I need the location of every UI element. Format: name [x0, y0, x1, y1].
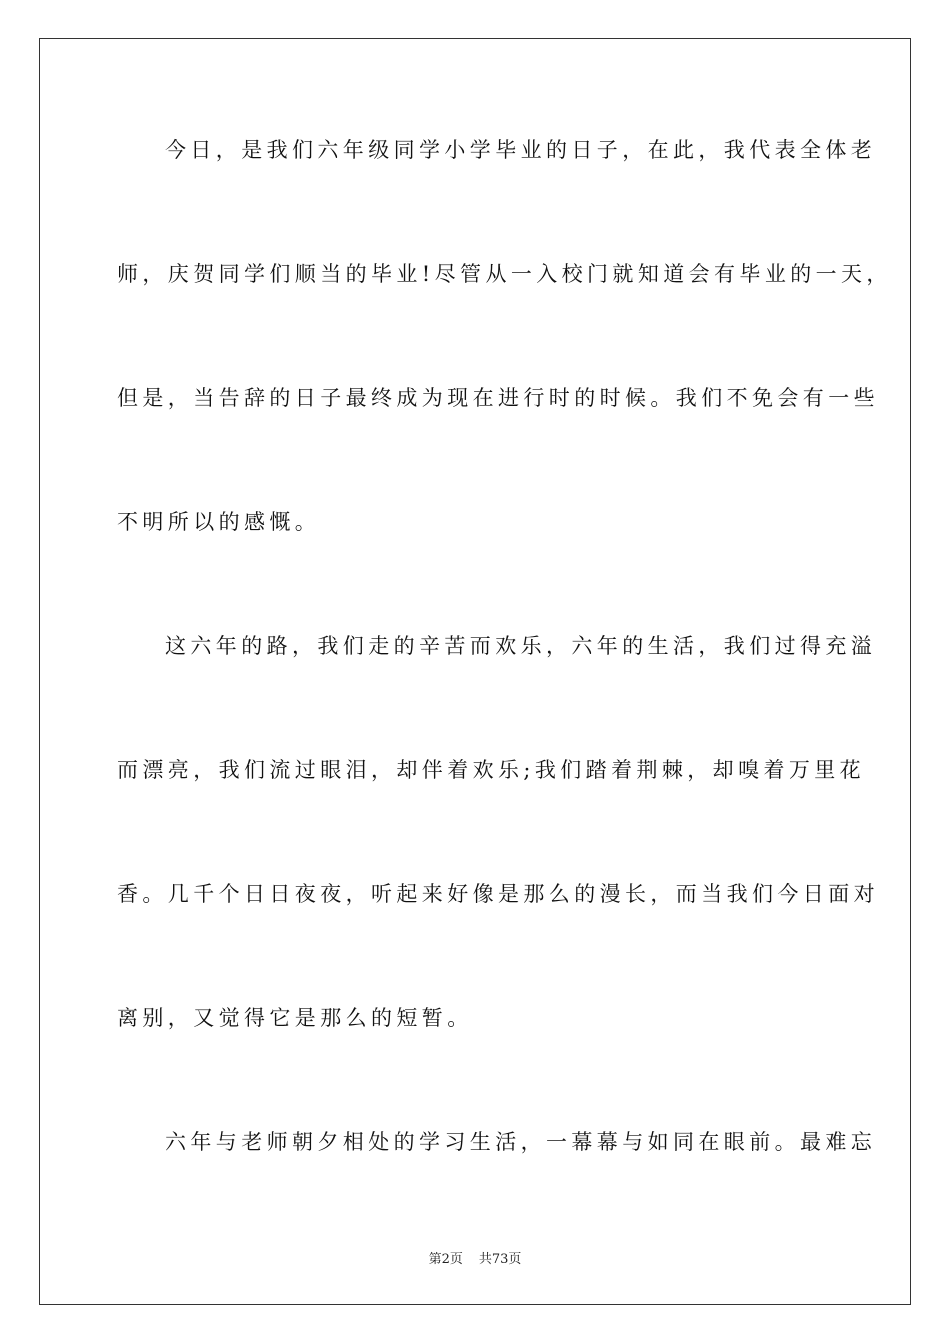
paragraph-line: 不明所以的感慨。 [117, 510, 321, 534]
paragraph-line: 六年与老师朝夕相处的学习生活，一幕幕与如同在眼前。最难忘 [165, 1130, 877, 1154]
paragraph-line: 今日，是我们六年级同学小学毕业的日子，在此，我代表全体老 [165, 138, 877, 162]
paragraph-line: 离别，又觉得它是那么的短暂。 [117, 1006, 473, 1030]
paragraph-line: 师，庆贺同学们顺当的毕业!尽管从一入校门就知道会有毕业的一天， [117, 262, 892, 286]
page-total: 共73页 [478, 1252, 522, 1267]
page-footer [0, 1248, 950, 1267]
paragraph-line: 但是，当告辞的日子最终成为现在进行时的时候。我们不免会有一些 [117, 386, 879, 410]
document-body [117, 126, 892, 1242]
paragraph-line: 这六年的路，我们走的辛苦而欢乐，六年的生活，我们过得充溢 [165, 634, 877, 658]
paragraph-line: 香。几千个日日夜夜，听起来好像是那么的漫长，而当我们今日面对 [117, 882, 879, 906]
paragraph-line: 而漂亮，我们流过眼泪，却伴着欢乐;我们踏着荆棘，却嗅着万里花 [117, 758, 866, 782]
page-number: 第2页 [428, 1252, 463, 1267]
